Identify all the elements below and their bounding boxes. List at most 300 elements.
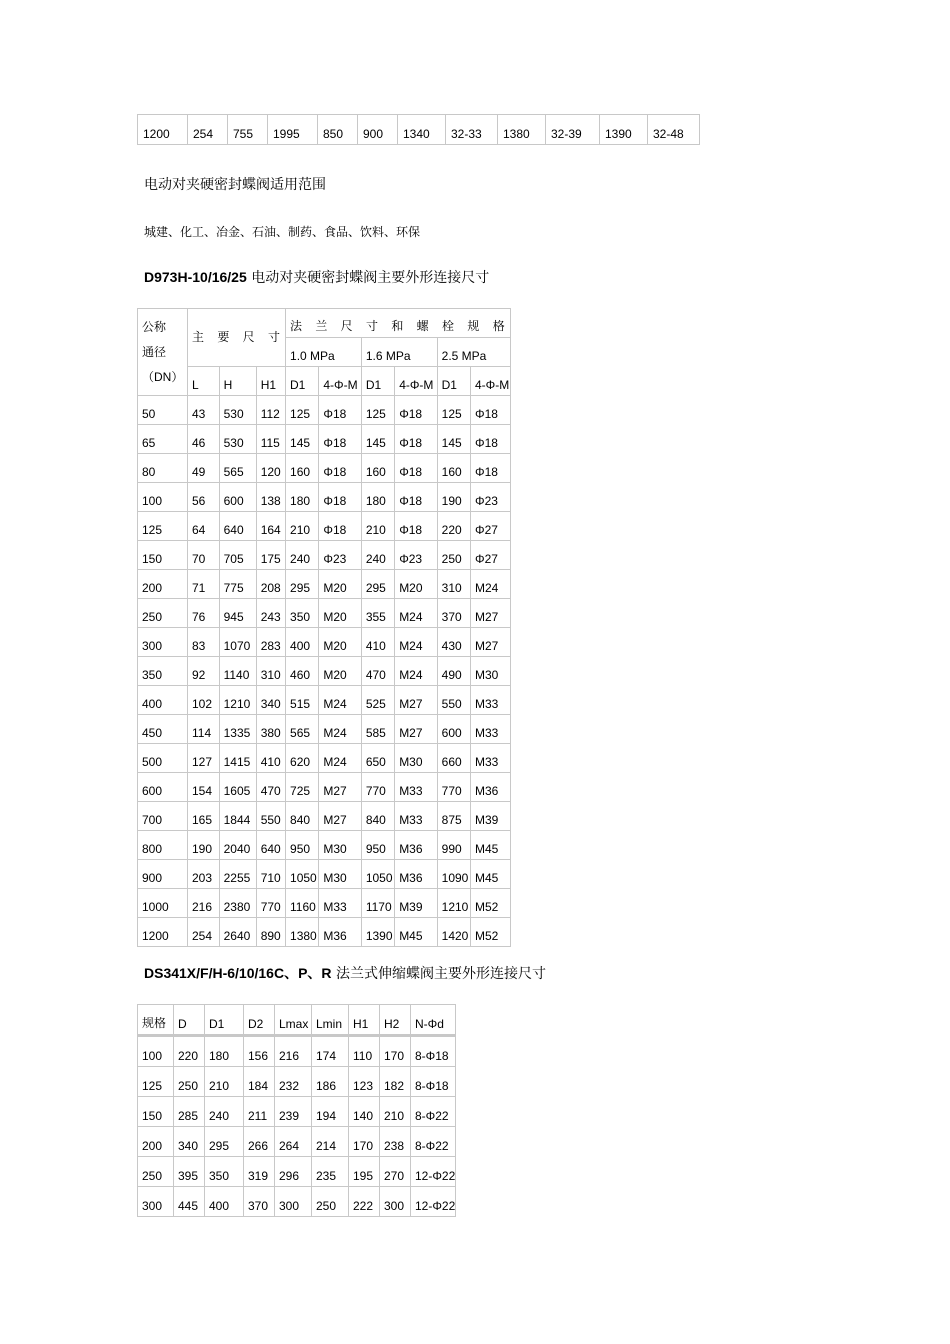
d973-title-model: D973H-10/16/25 bbox=[144, 269, 247, 285]
table-cell: Φ18 bbox=[319, 396, 361, 425]
table-cell: M45 bbox=[471, 860, 511, 889]
table-cell: Φ18 bbox=[319, 454, 361, 483]
table-cell: Φ18 bbox=[319, 425, 361, 454]
table-row bbox=[138, 483, 511, 512]
table-row bbox=[138, 686, 511, 715]
table-cell: 200 bbox=[138, 570, 188, 599]
column-header: D1 bbox=[205, 1005, 244, 1036]
table-cell: 1050 bbox=[361, 860, 394, 889]
table-cell: 900 bbox=[138, 860, 188, 889]
column-header: 4-Φ-M bbox=[395, 367, 437, 396]
table-cell: 400 bbox=[205, 1187, 244, 1217]
table-cell: 120 bbox=[256, 454, 285, 483]
table-cell: M39 bbox=[471, 802, 511, 831]
table-cell: 445 bbox=[174, 1187, 205, 1217]
table-cell: 190 bbox=[188, 831, 220, 860]
table-row bbox=[138, 396, 511, 425]
table-header-row bbox=[138, 1005, 456, 1036]
table-cell: 250 bbox=[138, 1157, 174, 1187]
table-cell: M36 bbox=[319, 918, 361, 947]
table-cell: Φ18 bbox=[395, 512, 437, 541]
table-row bbox=[138, 889, 511, 918]
table-cell: Φ18 bbox=[395, 483, 437, 512]
column-header: H1 bbox=[256, 367, 285, 396]
table-cell: M20 bbox=[319, 628, 361, 657]
column-header: H2 bbox=[380, 1005, 411, 1036]
column-header: D1 bbox=[286, 367, 319, 396]
table-cell: 184 bbox=[244, 1067, 275, 1097]
table-cell: 210 bbox=[361, 512, 394, 541]
table-cell: 170 bbox=[380, 1036, 411, 1067]
table-cell: 310 bbox=[256, 657, 285, 686]
table-cell: 164 bbox=[256, 512, 285, 541]
column-header: 4-Φ-M bbox=[471, 367, 511, 396]
table-cell: 240 bbox=[361, 541, 394, 570]
column-header: 规格 bbox=[138, 1005, 174, 1036]
table-cell: 180 bbox=[205, 1036, 244, 1067]
dn-header bbox=[138, 309, 188, 396]
table-cell: 300 bbox=[138, 628, 188, 657]
table-cell: 194 bbox=[312, 1097, 349, 1127]
table-header-row bbox=[138, 309, 511, 338]
table-cell: 250 bbox=[437, 541, 470, 570]
table-cell: 1390 bbox=[361, 918, 394, 947]
table-cell: 112 bbox=[256, 396, 285, 425]
pressure-header: 1.6 MPa bbox=[361, 338, 437, 367]
table-cell: 600 bbox=[437, 715, 470, 744]
table-cell: 990 bbox=[437, 831, 470, 860]
table-cell: M33 bbox=[395, 773, 437, 802]
table-row bbox=[138, 1187, 456, 1217]
table-cell: 1200 bbox=[138, 115, 188, 145]
table-cell: 8-Φ18 bbox=[411, 1036, 456, 1067]
column-header: H bbox=[219, 367, 256, 396]
dn-header-line1: 公称 bbox=[142, 319, 167, 334]
table-cell: 180 bbox=[286, 483, 319, 512]
table-cell: 295 bbox=[205, 1127, 244, 1157]
table-cell: 1210 bbox=[437, 889, 470, 918]
table-cell: 710 bbox=[256, 860, 285, 889]
table-cell: M39 bbox=[395, 889, 437, 918]
table-cell: M36 bbox=[395, 831, 437, 860]
table-cell: 190 bbox=[437, 483, 470, 512]
table-cell: 150 bbox=[138, 1097, 174, 1127]
table-cell: 530 bbox=[219, 425, 256, 454]
table-cell: 585 bbox=[361, 715, 394, 744]
table-cell: M36 bbox=[395, 860, 437, 889]
table-cell: 700 bbox=[138, 802, 188, 831]
table-row bbox=[138, 744, 511, 773]
table-cell: 186 bbox=[312, 1067, 349, 1097]
table-cell: 770 bbox=[437, 773, 470, 802]
table-cell: 350 bbox=[286, 599, 319, 628]
pressure-header: 2.5 MPa bbox=[437, 338, 510, 367]
table-cell: M33 bbox=[471, 744, 511, 773]
table-row bbox=[138, 1036, 456, 1067]
table-cell: M33 bbox=[319, 889, 361, 918]
table-cell: 600 bbox=[138, 773, 188, 802]
table-cell: M27 bbox=[319, 802, 361, 831]
table-row bbox=[138, 773, 511, 802]
table-cell: 1170 bbox=[361, 889, 394, 918]
table-row bbox=[138, 1067, 456, 1097]
table-cell: 254 bbox=[188, 918, 220, 947]
dn-header-line3: （DN） bbox=[142, 369, 184, 384]
d973-dimension-table bbox=[137, 308, 511, 947]
table-row bbox=[138, 1157, 456, 1187]
table-cell: 2255 bbox=[219, 860, 256, 889]
table-cell: 138 bbox=[256, 483, 285, 512]
table-cell: 1380 bbox=[286, 918, 319, 947]
table-cell: 270 bbox=[380, 1157, 411, 1187]
table-cell: M36 bbox=[471, 773, 511, 802]
table-cell: 140 bbox=[349, 1097, 380, 1127]
table-cell: 295 bbox=[361, 570, 394, 599]
table-cell: Φ18 bbox=[471, 425, 511, 454]
table-header-row bbox=[138, 367, 511, 396]
flange-header: 法 兰 尺 寸 和 螺 栓 规 格 bbox=[286, 309, 511, 338]
column-header: D2 bbox=[244, 1005, 275, 1036]
scope-heading: 电动对夹硬密封蝶阀适用范围 bbox=[144, 177, 326, 193]
column-header: Lmax bbox=[275, 1005, 312, 1036]
table-cell: 210 bbox=[286, 512, 319, 541]
column-header: D1 bbox=[437, 367, 470, 396]
table-cell: 1200 bbox=[138, 918, 188, 947]
table-cell: Φ18 bbox=[471, 396, 511, 425]
table-row bbox=[138, 599, 511, 628]
table-cell: 211 bbox=[244, 1097, 275, 1127]
table-cell: 1050 bbox=[286, 860, 319, 889]
table-cell: 1335 bbox=[219, 715, 256, 744]
table-cell: 770 bbox=[361, 773, 394, 802]
table-cell: 12-Φ22 bbox=[411, 1157, 456, 1187]
table-cell: 8-Φ18 bbox=[411, 1067, 456, 1097]
table-cell: 12-Φ22 bbox=[411, 1187, 456, 1217]
table-row bbox=[138, 715, 511, 744]
table-cell: 355 bbox=[361, 599, 394, 628]
table-cell: M24 bbox=[395, 657, 437, 686]
table-cell: 214 bbox=[312, 1127, 349, 1157]
table-cell: Φ27 bbox=[471, 512, 511, 541]
column-header: D bbox=[174, 1005, 205, 1036]
table-cell: Φ23 bbox=[471, 483, 511, 512]
table-cell: 114 bbox=[188, 715, 220, 744]
table-cell: M27 bbox=[471, 599, 511, 628]
table-cell: 1415 bbox=[219, 744, 256, 773]
table-cell: 220 bbox=[174, 1036, 205, 1067]
table-cell: M45 bbox=[471, 831, 511, 860]
table-row bbox=[138, 1127, 456, 1157]
table-cell: 945 bbox=[219, 599, 256, 628]
table-cell: 1340 bbox=[398, 115, 446, 145]
column-header: L bbox=[188, 367, 220, 396]
table-cell: 46 bbox=[188, 425, 220, 454]
table-cell: 285 bbox=[174, 1097, 205, 1127]
table-row bbox=[138, 1097, 456, 1127]
table-cell: M52 bbox=[471, 889, 511, 918]
table-cell: 170 bbox=[349, 1127, 380, 1157]
table-cell: 296 bbox=[275, 1157, 312, 1187]
table-cell: Φ27 bbox=[471, 541, 511, 570]
table-cell: 250 bbox=[174, 1067, 205, 1097]
table-cell: 264 bbox=[275, 1127, 312, 1157]
table-cell: M30 bbox=[319, 860, 361, 889]
table-cell: 125 bbox=[361, 396, 394, 425]
main-dims-header: 主 要 尺 寸 bbox=[188, 309, 286, 367]
table-cell: 370 bbox=[437, 599, 470, 628]
table-cell: 460 bbox=[286, 657, 319, 686]
table-cell: 1210 bbox=[219, 686, 256, 715]
table-cell: 216 bbox=[275, 1036, 312, 1067]
ds341-title-model: DS341X/F/H-6/10/16C、P、R bbox=[144, 965, 332, 981]
table-cell: 210 bbox=[205, 1067, 244, 1097]
table-row bbox=[138, 802, 511, 831]
table-cell: 123 bbox=[349, 1067, 380, 1097]
table-cell: 266 bbox=[244, 1127, 275, 1157]
table-cell: 160 bbox=[361, 454, 394, 483]
table-cell: 127 bbox=[188, 744, 220, 773]
table-cell: 125 bbox=[138, 1067, 174, 1097]
table-cell: 145 bbox=[437, 425, 470, 454]
table-cell: 470 bbox=[256, 773, 285, 802]
table-cell: M20 bbox=[319, 599, 361, 628]
table-row bbox=[138, 512, 511, 541]
table-cell: 800 bbox=[138, 831, 188, 860]
table-cell: 1090 bbox=[437, 860, 470, 889]
table-cell: 395 bbox=[174, 1157, 205, 1187]
column-header: H1 bbox=[349, 1005, 380, 1036]
table-cell: 705 bbox=[219, 541, 256, 570]
table-cell: 770 bbox=[256, 889, 285, 918]
table-cell: M20 bbox=[395, 570, 437, 599]
table-cell: 650 bbox=[361, 744, 394, 773]
table-cell: 400 bbox=[138, 686, 188, 715]
table-cell: 550 bbox=[437, 686, 470, 715]
table-cell: 195 bbox=[349, 1157, 380, 1187]
table-cell: M27 bbox=[395, 715, 437, 744]
table-cell: 220 bbox=[437, 512, 470, 541]
table-row bbox=[138, 454, 511, 483]
table-cell: 210 bbox=[380, 1097, 411, 1127]
table-cell: 174 bbox=[312, 1036, 349, 1067]
table-row bbox=[138, 831, 511, 860]
table-cell: M33 bbox=[395, 802, 437, 831]
table-cell: 1995 bbox=[268, 115, 318, 145]
column-header: N-Φd bbox=[411, 1005, 456, 1036]
table-cell: 350 bbox=[138, 657, 188, 686]
table-cell: 165 bbox=[188, 802, 220, 831]
table-cell: 49 bbox=[188, 454, 220, 483]
table-cell: Φ18 bbox=[395, 425, 437, 454]
d973-title-text: 电动对夹硬密封蝶阀主要外形连接尺寸 bbox=[246, 270, 490, 286]
pressure-header: 1.0 MPa bbox=[286, 338, 362, 367]
table-cell: 216 bbox=[188, 889, 220, 918]
table-cell: 32-39 bbox=[546, 115, 600, 145]
table-cell: 32-33 bbox=[446, 115, 498, 145]
table-cell: 725 bbox=[286, 773, 319, 802]
table-cell: 565 bbox=[286, 715, 319, 744]
table-cell: 64 bbox=[188, 512, 220, 541]
table-cell: 150 bbox=[138, 541, 188, 570]
table-row bbox=[138, 918, 511, 947]
table-row bbox=[138, 657, 511, 686]
table-cell: 70 bbox=[188, 541, 220, 570]
table-cell: 530 bbox=[219, 396, 256, 425]
table-cell: 319 bbox=[244, 1157, 275, 1187]
table-cell: 900 bbox=[358, 115, 398, 145]
table-cell: 500 bbox=[138, 744, 188, 773]
table-cell: 620 bbox=[286, 744, 319, 773]
table-cell: 80 bbox=[138, 454, 188, 483]
table-cell: 1844 bbox=[219, 802, 256, 831]
table-cell: 222 bbox=[349, 1187, 380, 1217]
table-row bbox=[138, 425, 511, 454]
table-cell: 125 bbox=[286, 396, 319, 425]
table-cell: 430 bbox=[437, 628, 470, 657]
table-row bbox=[138, 570, 511, 599]
table-cell: 110 bbox=[349, 1036, 380, 1067]
table-cell: 156 bbox=[244, 1036, 275, 1067]
table-cell: Φ18 bbox=[395, 396, 437, 425]
table-cell: 400 bbox=[286, 628, 319, 657]
column-header: D1 bbox=[361, 367, 394, 396]
table-cell: 100 bbox=[138, 1036, 174, 1067]
table-cell: M30 bbox=[471, 657, 511, 686]
table-cell: 240 bbox=[286, 541, 319, 570]
table-cell: 470 bbox=[361, 657, 394, 686]
column-header: 4-Φ-M bbox=[319, 367, 361, 396]
table-cell: M24 bbox=[471, 570, 511, 599]
table-cell: 56 bbox=[188, 483, 220, 512]
table-cell: Φ18 bbox=[319, 512, 361, 541]
table-cell: M24 bbox=[319, 686, 361, 715]
table-cell: 250 bbox=[138, 599, 188, 628]
table-cell: 235 bbox=[312, 1157, 349, 1187]
table-cell: M45 bbox=[395, 918, 437, 947]
table-cell: M24 bbox=[395, 599, 437, 628]
table-cell: Φ23 bbox=[395, 541, 437, 570]
table-cell: M24 bbox=[319, 715, 361, 744]
table-cell: 660 bbox=[437, 744, 470, 773]
table-cell: 775 bbox=[219, 570, 256, 599]
table-cell: 1140 bbox=[219, 657, 256, 686]
ds341-title bbox=[144, 963, 546, 983]
table-cell: 145 bbox=[286, 425, 319, 454]
table-cell: M52 bbox=[471, 918, 511, 947]
table-cell: 50 bbox=[138, 396, 188, 425]
ds341-title-text: 法兰式伸缩蝶阀主要外形连接尺寸 bbox=[331, 966, 546, 982]
table-cell: 180 bbox=[361, 483, 394, 512]
top-dimension-table bbox=[137, 114, 700, 145]
table-cell: 2040 bbox=[219, 831, 256, 860]
d973-table-body bbox=[138, 396, 511, 947]
table-cell: 125 bbox=[437, 396, 470, 425]
table-cell: 350 bbox=[205, 1157, 244, 1187]
table-cell: 76 bbox=[188, 599, 220, 628]
table-cell: 160 bbox=[286, 454, 319, 483]
table-cell: 208 bbox=[256, 570, 285, 599]
table-cell: 565 bbox=[219, 454, 256, 483]
table-cell: 2640 bbox=[219, 918, 256, 947]
table-cell: 200 bbox=[138, 1127, 174, 1157]
table-cell: 310 bbox=[437, 570, 470, 599]
table-cell: 840 bbox=[361, 802, 394, 831]
table-cell: 71 bbox=[188, 570, 220, 599]
table-cell: 243 bbox=[256, 599, 285, 628]
table-cell: M27 bbox=[395, 686, 437, 715]
table-cell: 250 bbox=[312, 1187, 349, 1217]
table-cell: 102 bbox=[188, 686, 220, 715]
table-cell: 238 bbox=[380, 1127, 411, 1157]
table-cell: 340 bbox=[256, 686, 285, 715]
table-cell: 203 bbox=[188, 860, 220, 889]
table-cell: M27 bbox=[471, 628, 511, 657]
ds341-dimension-table bbox=[137, 1004, 456, 1217]
table-cell: 83 bbox=[188, 628, 220, 657]
table-cell: 525 bbox=[361, 686, 394, 715]
table-cell: 755 bbox=[228, 115, 268, 145]
table-cell: 340 bbox=[174, 1127, 205, 1157]
table-cell: 115 bbox=[256, 425, 285, 454]
table-cell: 154 bbox=[188, 773, 220, 802]
table-cell: 65 bbox=[138, 425, 188, 454]
table-cell: 410 bbox=[361, 628, 394, 657]
table-cell: M33 bbox=[471, 715, 511, 744]
table-cell: 370 bbox=[244, 1187, 275, 1217]
table-cell: 232 bbox=[275, 1067, 312, 1097]
table-cell: 160 bbox=[437, 454, 470, 483]
table-cell: 240 bbox=[205, 1097, 244, 1127]
table-cell: 600 bbox=[219, 483, 256, 512]
table-cell: 950 bbox=[286, 831, 319, 860]
scope-industries: 城建、化工、冶金、石油、制药、食品、饮料、环保 bbox=[144, 225, 421, 239]
table-cell: 490 bbox=[437, 657, 470, 686]
table-cell: 380 bbox=[256, 715, 285, 744]
table-cell: 125 bbox=[138, 512, 188, 541]
table-cell: 283 bbox=[256, 628, 285, 657]
table-cell: 92 bbox=[188, 657, 220, 686]
table-cell: 840 bbox=[286, 802, 319, 831]
table-cell: 239 bbox=[275, 1097, 312, 1127]
table-cell: M30 bbox=[319, 831, 361, 860]
table-cell: M20 bbox=[319, 570, 361, 599]
table-cell: 550 bbox=[256, 802, 285, 831]
table-cell: 300 bbox=[138, 1187, 174, 1217]
d973-title bbox=[144, 267, 489, 287]
table-cell: 515 bbox=[286, 686, 319, 715]
table-cell: 254 bbox=[188, 115, 228, 145]
table-cell: 640 bbox=[219, 512, 256, 541]
table-cell: M24 bbox=[395, 628, 437, 657]
table-cell: Φ18 bbox=[319, 483, 361, 512]
table-cell: M33 bbox=[471, 686, 511, 715]
table-row bbox=[138, 860, 511, 889]
table-cell: 950 bbox=[361, 831, 394, 860]
table-cell: 1605 bbox=[219, 773, 256, 802]
table-cell: M27 bbox=[319, 773, 361, 802]
table-cell: 1390 bbox=[600, 115, 648, 145]
table-cell: Φ18 bbox=[395, 454, 437, 483]
table-cell: 410 bbox=[256, 744, 285, 773]
table-cell: 2380 bbox=[219, 889, 256, 918]
table-cell: M24 bbox=[319, 744, 361, 773]
table-cell: 1420 bbox=[437, 918, 470, 947]
table-cell: 145 bbox=[361, 425, 394, 454]
table-cell: 100 bbox=[138, 483, 188, 512]
table-cell: 32-48 bbox=[648, 115, 700, 145]
table-cell: M20 bbox=[319, 657, 361, 686]
table-cell: 450 bbox=[138, 715, 188, 744]
